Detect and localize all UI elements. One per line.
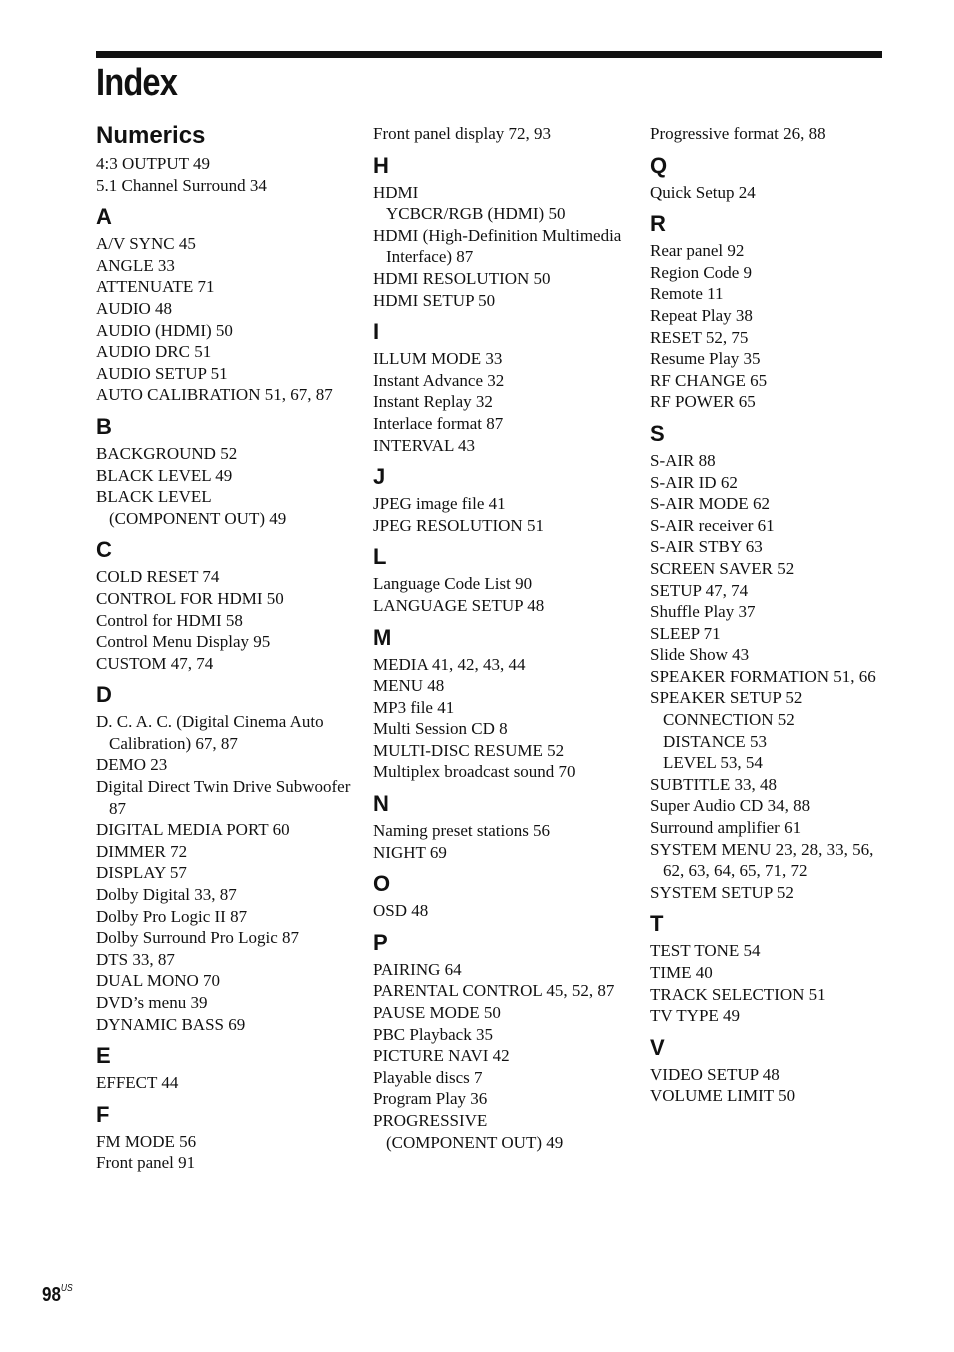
index-entry: AUDIO (HDMI) 50 xyxy=(96,320,233,340)
index-entry: RF POWER 65 xyxy=(650,392,756,412)
index-entry: AUTO CALIBRATION 51, 67, 87 xyxy=(96,385,333,405)
index-entry: Rear panel 92 xyxy=(650,241,745,261)
section-heading: B xyxy=(96,413,112,439)
index-section xyxy=(373,545,633,616)
index-entry: VIDEO SETUP 48 xyxy=(650,1064,780,1084)
section-heading: A xyxy=(96,204,112,230)
index-entry: PICTURE NAVI 42 xyxy=(373,1046,510,1066)
section-heading: D xyxy=(96,682,112,708)
index-entry: SUBTITLE 33, 48 xyxy=(650,774,778,794)
index-entry: SYSTEM SETUP 52 xyxy=(650,882,794,902)
index-section xyxy=(650,212,885,413)
index-subentry: CONNECTION 52 xyxy=(663,710,795,730)
index-entry: EFFECT 44 xyxy=(96,1073,179,1093)
index-entry: PARENTAL CONTROL 45, 52, 87 xyxy=(373,981,615,1001)
index-entry: Quick Setup 24 xyxy=(650,182,756,202)
index-entry: SETUP 47, 74 xyxy=(650,580,749,600)
index-entry: SPEAKER SETUP 52 xyxy=(650,688,803,708)
index-entry: BACKGROUND 52 xyxy=(96,443,238,463)
section-heading: F xyxy=(96,1101,110,1127)
index-entry: SCREEN SAVER 52 xyxy=(650,558,795,578)
section-heading: S xyxy=(650,420,665,446)
index-entry: SPEAKER FORMATION 51, 66 xyxy=(650,666,876,686)
index-column-2 xyxy=(373,123,633,1162)
index-entry: AUDIO DRC 51 xyxy=(96,342,212,362)
index-entry: DIGITAL MEDIA PORT 60 xyxy=(96,820,290,840)
index-section xyxy=(373,154,633,312)
index-entry: JPEG RESOLUTION 51 xyxy=(373,515,544,535)
index-entry: CUSTOM 47, 74 xyxy=(96,653,214,673)
index-entry: 5.1 Channel Surround 34 xyxy=(96,175,267,195)
index-entry: HDMI xyxy=(373,182,419,202)
index-entry: PAUSE MODE 50 xyxy=(373,1003,501,1023)
index-entry: PAIRING 64 xyxy=(373,959,462,979)
index-entry: Resume Play 35 xyxy=(650,349,761,369)
index-subentry: (COMPONENT OUT) 49 xyxy=(109,508,287,528)
page-title: Index xyxy=(96,62,178,104)
index-entry: Region Code 9 xyxy=(650,262,752,282)
index-section xyxy=(650,154,885,204)
index-entry: DVD’s menu 39 xyxy=(96,993,208,1012)
index-entry: ILLUM MODE 33 xyxy=(373,349,503,369)
index-entry: Slide Show 43 xyxy=(650,645,750,665)
section-heading: L xyxy=(373,544,387,570)
section-heading: V xyxy=(650,1034,665,1060)
index-section xyxy=(373,320,633,456)
index-column-1 xyxy=(96,123,356,1183)
index-entry: Dolby Digital 33, 87 xyxy=(96,885,237,905)
index-entry: Remote 11 xyxy=(650,284,724,304)
index-entry: D. C. A. C. (Digital Cinema Auto Calibration) 67, 87 xyxy=(96,712,324,753)
section-heading: E xyxy=(96,1043,111,1069)
index-entry: DYNAMIC BASS 69 xyxy=(96,1014,246,1034)
section-heading: P xyxy=(373,929,388,955)
index-entry: AUDIO SETUP 51 xyxy=(96,363,228,383)
index-entry: RF CHANGE 65 xyxy=(650,370,768,390)
section-heading: J xyxy=(373,464,386,490)
index-entry: PROGRESSIVE xyxy=(373,1111,488,1130)
index-entry: Progressive format 26, 88 xyxy=(650,124,826,143)
index-entry: S-AIR ID 62 xyxy=(650,472,738,492)
index-section xyxy=(96,415,356,529)
index-subentry: (COMPONENT OUT) 49 xyxy=(386,1132,564,1152)
index-entry: DIMMER 72 xyxy=(96,841,188,861)
index-column-3 xyxy=(650,123,885,1116)
index-entry: S-AIR STBY 63 xyxy=(650,537,763,557)
index-entry: Front panel 91 xyxy=(96,1153,196,1173)
index-entry: Shuffle Play 37 xyxy=(650,602,756,622)
index-section xyxy=(650,912,885,1026)
index-entry: SLEEP 71 xyxy=(650,623,721,643)
index-entry: Digital Direct Twin Drive Subwoofer 87 xyxy=(96,777,351,818)
index-section xyxy=(373,123,633,145)
index-entry: Interlace format 87 xyxy=(373,413,504,433)
index-entry: Control Menu Display 95 xyxy=(96,632,271,652)
index-section xyxy=(96,538,356,674)
page-number xyxy=(42,1284,73,1307)
index-entry: Naming preset stations 56 xyxy=(373,821,551,841)
index-entry: DTS 33, 87 xyxy=(96,949,175,969)
top-rule xyxy=(96,51,882,58)
index-entry: Instant Replay 32 xyxy=(373,392,493,412)
index-section xyxy=(650,1036,885,1107)
index-entry: TEST TONE 54 xyxy=(650,941,761,961)
index-entry: OSD 48 xyxy=(373,901,429,921)
index-entry: AUDIO 48 xyxy=(96,298,173,318)
index-subentry: DISTANCE 53 xyxy=(663,731,767,751)
index-entry: TIME 40 xyxy=(650,963,713,982)
index-section xyxy=(373,872,633,922)
index-entry: PBC Playback 35 xyxy=(373,1024,493,1044)
index-entry: ANGLE 33 xyxy=(96,255,175,275)
index-entry: S-AIR MODE 62 xyxy=(650,494,770,514)
index-entry: HDMI SETUP 50 xyxy=(373,290,496,310)
section-heading: I xyxy=(373,319,380,345)
index-subentry: LEVEL 53, 54 xyxy=(663,753,763,773)
section-heading: Numerics xyxy=(96,122,206,149)
index-entry: MP3 file 41 xyxy=(373,697,455,717)
index-section xyxy=(96,1044,356,1094)
index-entry: LANGUAGE SETUP 48 xyxy=(373,595,545,615)
index-section xyxy=(373,931,633,1153)
index-entry: VOLUME LIMIT 50 xyxy=(650,1086,796,1106)
index-entry: DEMO 23 xyxy=(96,755,168,775)
index-entry: RESET 52, 75 xyxy=(650,327,749,347)
index-entry: COLD RESET 74 xyxy=(96,567,220,587)
index-section xyxy=(650,422,885,903)
index-entry: MEDIA 41, 42, 43, 44 xyxy=(373,654,526,674)
index-entry: A/V SYNC 45 xyxy=(96,234,196,254)
section-heading: T xyxy=(650,911,664,937)
index-subentry: YCBCR/RGB (HDMI) 50 xyxy=(386,204,566,224)
index-entry: S-AIR 88 xyxy=(650,450,716,470)
index-entry: HDMI (High-Definition Multimedia Interface) 87 xyxy=(373,225,622,267)
index-entry: Instant Advance 32 xyxy=(373,370,505,390)
index-entry: Front panel display 72, 93 xyxy=(373,124,552,143)
index-entry: Super Audio CD 34, 88 xyxy=(650,796,811,816)
index-entry: DISPLAY 57 xyxy=(96,863,187,883)
index-entry: 4:3 OUTPUT 49 xyxy=(96,154,210,173)
section-heading: N xyxy=(373,791,389,817)
index-section xyxy=(96,683,356,1035)
index-entry: S-AIR receiver 61 xyxy=(650,515,775,535)
page-number-suffix: US xyxy=(60,1283,73,1295)
section-heading: H xyxy=(373,152,389,178)
index-section xyxy=(96,123,356,196)
index-entry: Dolby Pro Logic II 87 xyxy=(96,906,248,926)
index-entry: Playable discs 7 xyxy=(373,1067,483,1087)
index-entry: Multiplex broadcast sound 70 xyxy=(373,762,576,782)
index-section xyxy=(373,626,633,784)
index-section xyxy=(96,205,356,406)
index-entry: Multi Session CD 8 xyxy=(373,719,508,739)
index-entry: DUAL MONO 70 xyxy=(96,971,221,991)
page-number-value: 98 xyxy=(42,1284,61,1306)
section-heading: R xyxy=(650,211,666,237)
index-entry: Surround amplifier 61 xyxy=(650,818,802,838)
index-entry: MULTI-DISC RESUME 52 xyxy=(373,740,565,760)
index-section xyxy=(373,792,633,863)
index-entry: INTERVAL 43 xyxy=(373,435,476,455)
index-entry: BLACK LEVEL xyxy=(96,487,212,507)
index-entry: SYSTEM MENU 23, 28, 33, 56, 62, 63, 64, 65, 71, 72 xyxy=(650,839,874,881)
index-entry: Language Code List 90 xyxy=(373,574,533,594)
index-entry: Repeat Play 38 xyxy=(650,305,753,325)
section-heading: Q xyxy=(650,152,668,178)
index-entry: ATTENUATE 71 xyxy=(96,277,215,297)
index-entry: TV TYPE 49 xyxy=(650,1006,741,1026)
index-entry: BLACK LEVEL 49 xyxy=(96,465,233,485)
index-entry: Program Play 36 xyxy=(373,1089,488,1109)
index-entry: TRACK SELECTION 51 xyxy=(650,984,826,1004)
index-entry: FM MODE 56 xyxy=(96,1131,197,1151)
section-heading: C xyxy=(96,537,112,563)
index-entry: CONTROL FOR HDMI 50 xyxy=(96,588,284,608)
index-entry: Dolby Surround Pro Logic 87 xyxy=(96,928,300,948)
index-section xyxy=(373,465,633,536)
index-entry: NIGHT 69 xyxy=(373,842,447,862)
index-entry: HDMI RESOLUTION 50 xyxy=(373,268,551,288)
section-heading: M xyxy=(373,624,392,650)
index-entry: JPEG image file 41 xyxy=(373,494,506,514)
section-heading: O xyxy=(373,871,391,897)
index-entry: Control for HDMI 58 xyxy=(96,610,243,630)
index-section xyxy=(650,123,885,145)
index-entry: MENU 48 xyxy=(373,676,445,696)
index-section xyxy=(96,1103,356,1174)
